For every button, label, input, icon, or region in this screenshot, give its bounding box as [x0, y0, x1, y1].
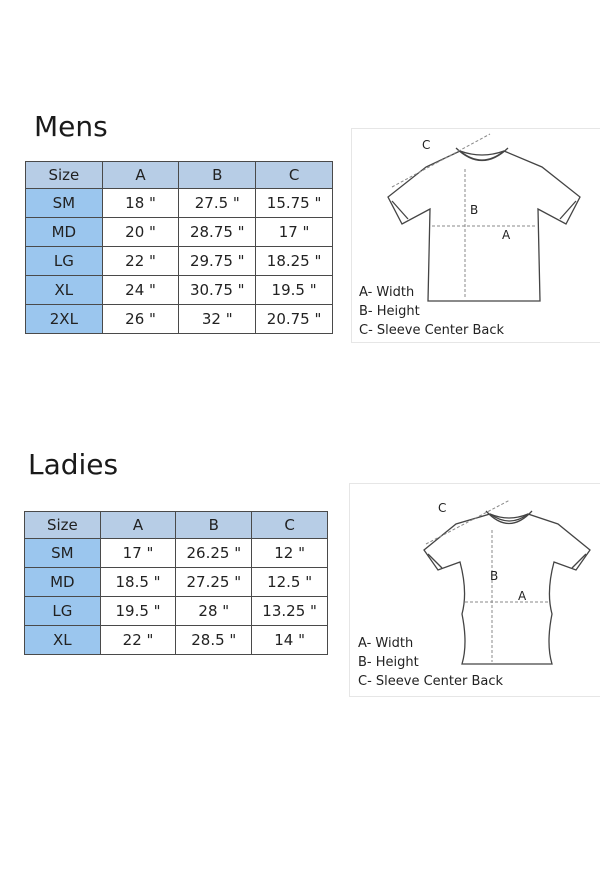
diagram-label-c: C — [422, 138, 431, 152]
mens-size-table — [25, 161, 333, 334]
size-cell: SM — [26, 189, 103, 218]
size-cell: 2XL — [26, 305, 103, 334]
header-c: C — [252, 512, 328, 539]
size-cell: SM — [25, 539, 101, 568]
table-row — [25, 626, 328, 655]
height-cell: 28.75 " — [179, 218, 256, 247]
table-header-row — [26, 162, 333, 189]
size-cell: LG — [25, 597, 101, 626]
table-row — [26, 247, 333, 276]
height-cell: 27.25 " — [176, 568, 252, 597]
table-row — [26, 305, 333, 334]
ladies-tshirt-diagram — [349, 483, 600, 697]
header-b: B — [176, 512, 252, 539]
table-row — [26, 218, 333, 247]
table-row — [26, 276, 333, 305]
ladies-measurement-legend — [358, 634, 503, 691]
width-cell: 17 " — [100, 539, 176, 568]
legend-width: A- Width — [359, 285, 415, 300]
sleeve-cell: 12.5 " — [252, 568, 328, 597]
legend-height: B- Height — [358, 655, 419, 670]
table-row — [25, 539, 328, 568]
sleeve-cell: 19.5 " — [256, 276, 333, 305]
size-cell: MD — [26, 218, 103, 247]
sleeve-cell: 14 " — [252, 626, 328, 655]
diagram-label-b: B — [490, 569, 499, 583]
sleeve-cell: 18.25 " — [256, 247, 333, 276]
width-cell: 18.5 " — [100, 568, 176, 597]
header-size: Size — [25, 512, 101, 539]
height-cell: 28.5 " — [176, 626, 252, 655]
height-cell: 32 " — [179, 305, 256, 334]
header-a: A — [102, 162, 179, 189]
mens-tshirt-diagram — [351, 128, 600, 343]
sleeve-cell: 17 " — [256, 218, 333, 247]
table-row — [25, 568, 328, 597]
height-cell: 28 " — [176, 597, 252, 626]
size-cell: XL — [25, 626, 101, 655]
width-cell: 24 " — [102, 276, 179, 305]
diagram-label-b: B — [470, 203, 479, 217]
diagram-label-a: A — [502, 228, 511, 242]
mens-section-title: Mens — [34, 110, 108, 143]
height-cell: 30.75 " — [179, 276, 256, 305]
legend-width: A- Width — [358, 636, 414, 651]
table-row — [26, 189, 333, 218]
sleeve-cell: 12 " — [252, 539, 328, 568]
legend-height: B- Height — [359, 304, 420, 319]
header-size: Size — [26, 162, 103, 189]
header-b: B — [179, 162, 256, 189]
header-a: A — [100, 512, 176, 539]
header-c: C — [256, 162, 333, 189]
table-row — [25, 597, 328, 626]
height-cell: 26.25 " — [176, 539, 252, 568]
mens-measurement-legend — [359, 283, 504, 340]
ladies-size-table — [24, 511, 328, 655]
diagram-label-a: A — [518, 589, 527, 603]
legend-sleeve: C- Sleeve Center Back — [359, 323, 505, 338]
ladies-section-title: Ladies — [28, 448, 119, 481]
legend-sleeve: C- Sleeve Center Back — [358, 674, 504, 689]
width-cell: 18 " — [102, 189, 179, 218]
size-cell: MD — [25, 568, 101, 597]
sleeve-cell: 20.75 " — [256, 305, 333, 334]
sleeve-cell: 13.25 " — [252, 597, 328, 626]
diagram-label-c: C — [438, 501, 447, 515]
width-cell: 22 " — [100, 626, 176, 655]
width-cell: 20 " — [102, 218, 179, 247]
size-cell: XL — [26, 276, 103, 305]
height-cell: 27.5 " — [179, 189, 256, 218]
width-cell: 19.5 " — [100, 597, 176, 626]
height-cell: 29.75 " — [179, 247, 256, 276]
width-cell: 22 " — [102, 247, 179, 276]
sleeve-cell: 15.75 " — [256, 189, 333, 218]
table-header-row — [25, 512, 328, 539]
width-cell: 26 " — [102, 305, 179, 334]
size-cell: LG — [26, 247, 103, 276]
